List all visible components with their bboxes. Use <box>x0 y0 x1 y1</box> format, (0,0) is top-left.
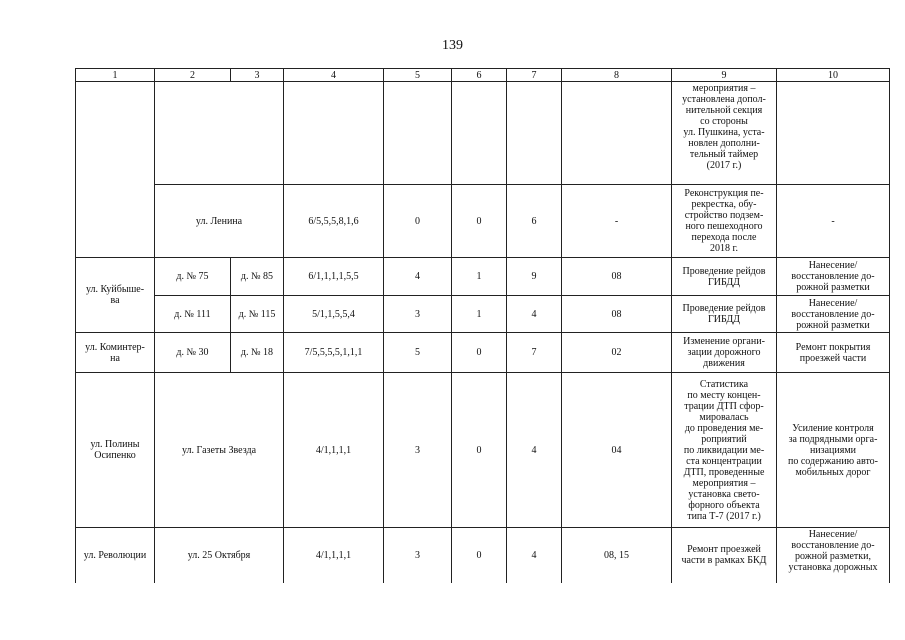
column-header: 2 <box>155 69 231 82</box>
house-to-cell: д. № 18 <box>231 333 284 373</box>
code-cell <box>562 82 672 185</box>
measures-cell: Реконструкция пе- рекрестка, обу- стройство подзем- ного пешеходного перехода после 2018 г. <box>672 185 777 258</box>
value-cell: 0 <box>452 333 507 373</box>
table-row <box>76 373 890 528</box>
value-cell: 0 <box>452 528 507 583</box>
street-cell: ул. Коминтер- на <box>76 333 155 373</box>
proposal-cell: - <box>777 185 890 258</box>
column-header: 9 <box>672 69 777 82</box>
measures-cell: Изменение органи- зации дорожного движения <box>672 333 777 373</box>
table-row <box>76 82 890 185</box>
value-cell <box>507 82 562 185</box>
value-cell: 4 <box>507 373 562 528</box>
proposal-cell: Нанесение/ восстановление до- рожной разметки, установка дорожных <box>777 528 890 583</box>
value-cell: 4 <box>384 258 452 296</box>
value-cell <box>452 82 507 185</box>
value-cell: 6 <box>507 185 562 258</box>
column-header: 1 <box>76 69 155 82</box>
value-cell: 3 <box>384 296 452 333</box>
accident-count-cell: 7/5,5,5,5,1,1,1 <box>284 333 384 373</box>
value-cell: 0 <box>452 373 507 528</box>
code-cell: 02 <box>562 333 672 373</box>
value-cell: 9 <box>507 258 562 296</box>
address-cell <box>155 82 284 185</box>
value-cell: 5 <box>384 333 452 373</box>
measures-cell: мероприятия – установлена допол- нительной секция со стороны ул. Пушкина, уста- новлен дополни- тельный таймер (2017 г.) <box>672 82 777 185</box>
value-cell: 0 <box>384 185 452 258</box>
proposal-cell <box>777 82 890 185</box>
house-from-cell: д. № 30 <box>155 333 231 373</box>
proposal-cell: Нанесение/ восстановление до- рожной разметки <box>777 258 890 296</box>
table-row <box>76 296 890 333</box>
proposal-cell: Ремонт покрытия проезжей части <box>777 333 890 373</box>
street-cell <box>76 82 155 258</box>
house-from-cell: д. № 111 <box>155 296 231 333</box>
street-cell: ул. Полины Осипенко <box>76 373 155 528</box>
proposal-cell: Нанесение/ восстановление до- рожной разметки <box>777 296 890 333</box>
proposal-cell: Усиление контроля за подрядными орга- низациями по содержанию авто- мобильных дорог <box>777 373 890 528</box>
value-cell: 4 <box>507 528 562 583</box>
value-cell: 7 <box>507 333 562 373</box>
table-row <box>76 258 890 296</box>
accident-count-cell: 4/1,1,1,1 <box>284 373 384 528</box>
accident-count-cell <box>284 82 384 185</box>
page-number: 139 <box>442 38 463 53</box>
column-header: 7 <box>507 69 562 82</box>
address-cell: ул. 25 Октября <box>155 528 284 583</box>
value-cell: 4 <box>507 296 562 333</box>
column-header: 5 <box>384 69 452 82</box>
data-table <box>75 68 890 583</box>
address-cell: ул. Ленина <box>155 185 284 258</box>
measures-cell: Ремонт проезжей части в рамках БКД <box>672 528 777 583</box>
accident-count-cell: 6/5,5,5,8,1,6 <box>284 185 384 258</box>
column-header: 6 <box>452 69 507 82</box>
code-cell: 08 <box>562 296 672 333</box>
table-header-row <box>76 69 890 82</box>
value-cell: 1 <box>452 258 507 296</box>
column-header: 10 <box>777 69 890 82</box>
house-to-cell: д. № 115 <box>231 296 284 333</box>
street-cell: ул. Революции <box>76 528 155 583</box>
table-row <box>76 185 890 258</box>
measures-cell: Статистика по месту концен- трации ДТП сфор- мировалась до проведения ме- роприятий по ликвидации ме- ста концентрации ДТП, проведенные мероприятия – установка свето- форного объекта типа Т-7 (2017 г.) <box>672 373 777 528</box>
code-cell: 08 <box>562 258 672 296</box>
accident-count-cell: 6/1,1,1,1,5,5 <box>284 258 384 296</box>
address-cell: ул. Газеты Звезда <box>155 373 284 528</box>
table-row <box>76 528 890 583</box>
column-header: 8 <box>562 69 672 82</box>
accident-count-cell: 5/1,1,5,5,4 <box>284 296 384 333</box>
value-cell: 1 <box>452 296 507 333</box>
code-cell: - <box>562 185 672 258</box>
measures-cell: Проведение рейдов ГИБДД <box>672 258 777 296</box>
column-header: 4 <box>284 69 384 82</box>
house-from-cell: д. № 75 <box>155 258 231 296</box>
column-header: 3 <box>231 69 284 82</box>
measures-cell: Проведение рейдов ГИБДД <box>672 296 777 333</box>
value-cell: 3 <box>384 373 452 528</box>
value-cell: 3 <box>384 528 452 583</box>
code-cell: 04 <box>562 373 672 528</box>
value-cell <box>384 82 452 185</box>
street-cell: ул. Куйбыше- ва <box>76 258 155 333</box>
code-cell: 08, 15 <box>562 528 672 583</box>
value-cell: 0 <box>452 185 507 258</box>
accident-count-cell: 4/1,1,1,1 <box>284 528 384 583</box>
table-row <box>76 333 890 373</box>
house-to-cell: д. № 85 <box>231 258 284 296</box>
